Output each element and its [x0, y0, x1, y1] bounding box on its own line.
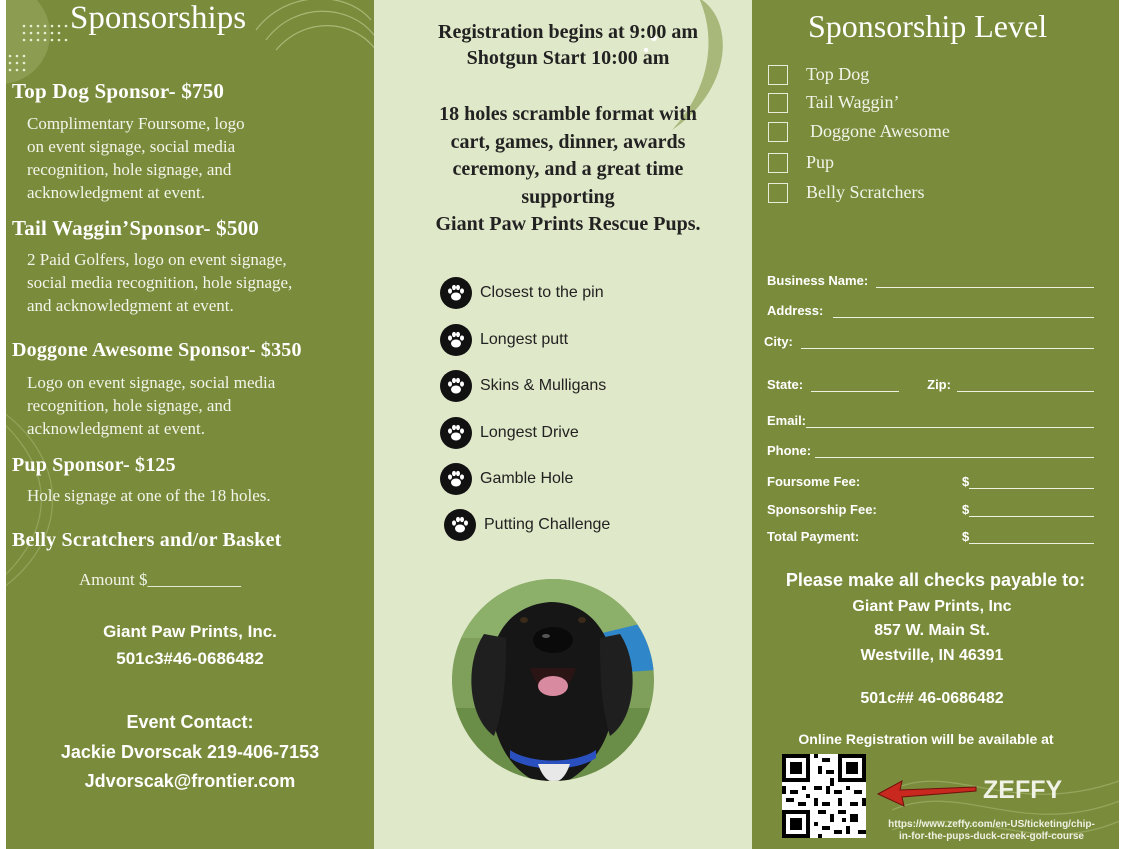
description-line: Giant Paw Prints Rescue Pups. — [435, 213, 701, 235]
activity-item — [440, 324, 568, 356]
tier-title-tail-waggin: Tail Waggin’Sponsor- $500 — [12, 216, 259, 240]
level-label: Belly Scratchers — [806, 182, 925, 202]
level-option-pup[interactable] — [768, 152, 834, 173]
tier-description-top-dog — [27, 112, 245, 204]
zeffy-label: ZEFFY — [983, 776, 1063, 804]
currency-sign: $ — [962, 502, 970, 517]
sponsorship-fee-field[interactable] — [767, 502, 1094, 517]
paw-print-icon — [440, 417, 472, 449]
activity-item — [440, 463, 573, 495]
field-label: Address: — [767, 303, 824, 318]
paw-print-icon — [440, 370, 472, 402]
description-line: ceremony, and a great time — [452, 158, 684, 180]
url-line[interactable]: https://www.zeffy.com/en-US/ticketing/chip- — [888, 819, 1095, 830]
payee-street: 857 W. Main St. — [874, 622, 990, 639]
state-label: State: — [767, 377, 804, 392]
activity-label: Longest Drive — [480, 424, 579, 441]
registration-time: Registration begins at 9:00 am — [438, 21, 698, 43]
desc-line: acknowledgment at event. — [27, 183, 205, 202]
field-line[interactable] — [806, 413, 1094, 428]
amount-field[interactable]: Amount $___________ — [79, 570, 241, 589]
arrow-left-icon — [876, 775, 980, 809]
desc-line: social media recognition, hole signage, — [27, 273, 293, 292]
contact-name-phone: Jackie Dvorscak 219-406-7153 — [60, 742, 320, 762]
paw-print-icon — [440, 463, 472, 495]
description-line: 18 holes scramble format with — [439, 103, 697, 125]
sponsorships-heading: Sponsorships — [70, 0, 247, 36]
level-option-tail-waggin[interactable] — [768, 92, 899, 113]
tier-title-doggone-awesome: Doggone Awesome Sponsor- $350 — [12, 339, 302, 361]
sponsorship-level-heading: Sponsorship Level — [808, 8, 1048, 44]
payee-name: Giant Paw Prints, Inc — [852, 598, 1012, 615]
tier-title-pup: Pup Sponsor- $125 — [12, 454, 176, 476]
zip-label: Zip: — [927, 377, 951, 392]
activity-label: Closest to the pin — [480, 284, 604, 301]
activity-item — [440, 417, 579, 449]
shotgun-start-time: Shotgun Start 10:00 am — [466, 47, 670, 69]
level-label: Pup — [806, 152, 835, 172]
state-zip-row — [767, 377, 1094, 392]
activity-label: Longest putt — [480, 331, 569, 348]
foursome-fee-field[interactable] — [767, 474, 1094, 489]
activity-item — [440, 370, 606, 402]
checkbox[interactable] — [768, 122, 788, 142]
activity-label: Putting Challenge — [484, 516, 611, 533]
business-name-field[interactable] — [767, 273, 1094, 288]
field-label: Business Name: — [767, 273, 869, 288]
sponsorships-panel — [6, 0, 374, 849]
desc-line: acknowledgment at event. — [27, 419, 205, 438]
activity-item — [440, 277, 604, 309]
desc-line: Logo on event signage, social media — [27, 373, 276, 392]
field-label: Total Payment: — [767, 529, 860, 544]
tier-description-tail-waggin — [27, 248, 292, 317]
checks-payable-heading: Please make all checks payable to: — [785, 570, 1086, 590]
paw-print-icon — [444, 509, 476, 541]
description-line: supporting — [521, 185, 615, 208]
event-contact-heading: Event Contact: — [126, 712, 254, 732]
tier-title-belly-scratchers: Belly Scratchers and/or Basket — [12, 529, 282, 551]
field-label: Sponsorship Fee: — [767, 502, 877, 517]
desc-line: recognition, hole signage, and — [27, 396, 232, 415]
currency-sign: $ — [962, 529, 970, 544]
activity-label: Skins & Mulligans — [480, 377, 607, 394]
level-option-top-dog[interactable] — [768, 64, 869, 85]
level-label: Tail Waggin’ — [806, 92, 900, 112]
tier-description-doggone-awesome — [27, 371, 275, 440]
tier-title-top-dog: Top Dog Sponsor- $750 — [12, 79, 225, 103]
org-tax-id: 501c3#46-0686482 — [116, 649, 264, 668]
desc-line: Hole signage at one of the 18 holes. — [27, 486, 271, 505]
desc-line: 2 Paid Golfers, logo on event signage, — [27, 250, 287, 269]
level-option-doggone-awesome[interactable] — [768, 121, 950, 142]
field-line[interactable] — [969, 529, 1094, 544]
phone-field[interactable] — [767, 443, 1094, 458]
field-line[interactable] — [801, 334, 1094, 349]
field-label: Phone: — [767, 443, 812, 458]
currency-sign: $ — [962, 474, 970, 489]
level-option-belly-scratchers[interactable] — [768, 182, 924, 203]
field-line[interactable] — [876, 273, 1094, 288]
event-description — [374, 101, 752, 239]
total-payment-field[interactable] — [767, 529, 1094, 544]
contact-email[interactable]: Jdvorscak@frontier.com — [84, 771, 296, 791]
level-label: Doggone Awesome — [810, 121, 950, 141]
sponsorship-form-panel — [752, 0, 1119, 849]
payee-tax-id: 501c## 46-0686482 — [860, 690, 1004, 707]
tier-description-pup — [27, 484, 271, 507]
payee-city: Westville, IN 46391 — [860, 647, 1004, 664]
checkbox[interactable] — [768, 93, 788, 113]
event-details-panel — [374, 0, 752, 849]
level-label: Top Dog — [806, 64, 870, 84]
desc-line: on event signage, social media — [27, 137, 236, 156]
dog-photo — [450, 578, 656, 782]
field-line[interactable] — [815, 443, 1094, 458]
field-line[interactable] — [833, 303, 1094, 318]
org-name: Giant Paw Prints, Inc. — [103, 622, 277, 641]
qr-code-image[interactable] — [782, 754, 866, 838]
checkbox[interactable] — [768, 65, 788, 85]
checkbox[interactable] — [768, 183, 788, 203]
checkbox[interactable] — [768, 153, 788, 173]
activity-item — [444, 509, 610, 541]
paw-print-icon — [440, 277, 472, 309]
field-line[interactable] — [969, 502, 1094, 517]
city-field[interactable] — [764, 334, 1094, 349]
address-field[interactable] — [767, 303, 1094, 318]
field-label: Foursome Fee: — [767, 474, 861, 489]
online-registration-note: Online Registration will be available at — [798, 731, 1054, 747]
decorative-swirl-lines — [246, 0, 374, 80]
email-field[interactable] — [767, 413, 1094, 428]
field-label: City: — [764, 334, 793, 349]
desc-line: and acknowledgment at event. — [27, 296, 234, 315]
state-line[interactable] — [811, 377, 899, 392]
paw-print-icon — [440, 324, 472, 356]
field-line[interactable] — [969, 474, 1094, 489]
activity-label: Gamble Hole — [480, 470, 574, 487]
description-line: cart, games, dinner, awards — [450, 130, 686, 153]
desc-line: recognition, hole signage, and — [27, 160, 232, 179]
zeffy-url[interactable] — [864, 819, 1119, 843]
url-line[interactable]: in-for-the-pups-duck-creek-golf-course — [898, 831, 1084, 842]
field-label: Email: — [767, 413, 807, 428]
desc-line: Complimentary Foursome, logo — [27, 114, 245, 133]
zip-line[interactable] — [957, 377, 1094, 392]
